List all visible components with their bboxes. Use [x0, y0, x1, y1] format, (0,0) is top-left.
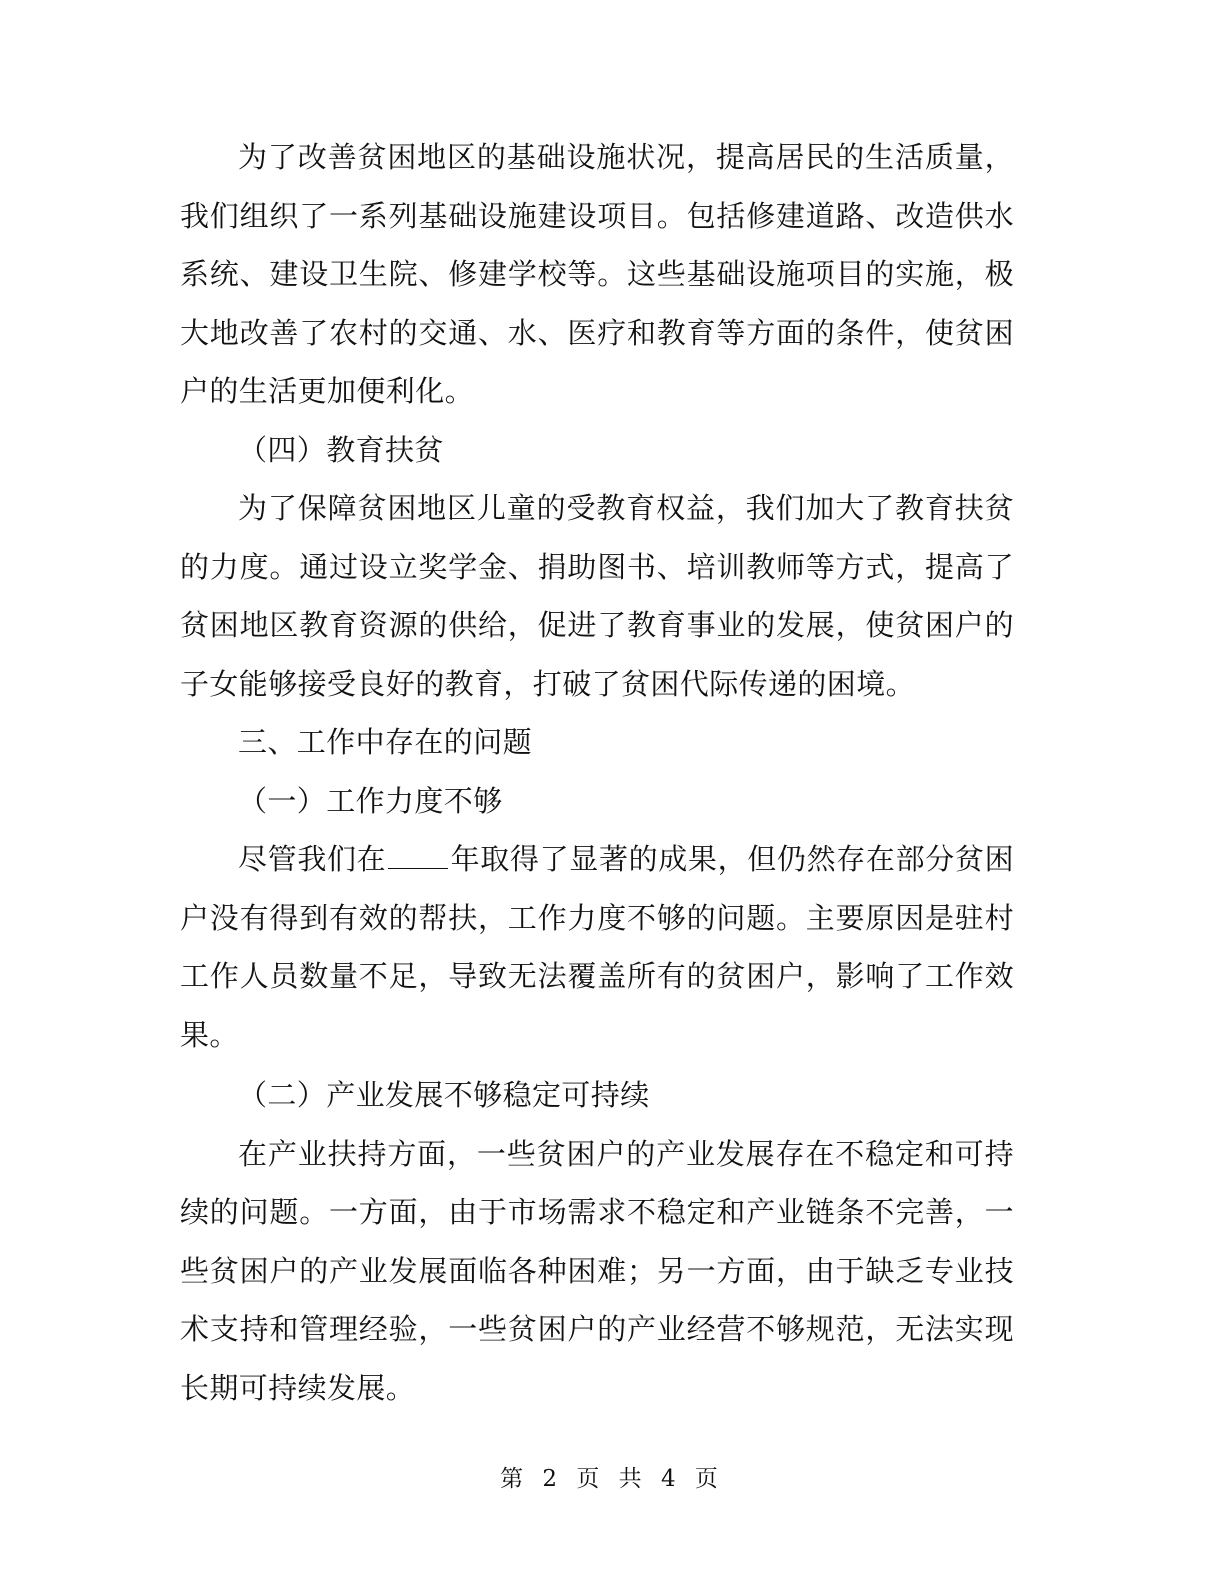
- page-number-footer: 第 2 页 共 4 页: [500, 1466, 724, 1492]
- paragraph-education: 为了保障贫困地区儿童的受教育权益，我们加大了教育扶贫的力度。通过设立奖学金、捐助图书、培训教师等方式，提高了贫困地区教育资源的供给，促进了教育事业的发展，使贫困户的子女能够接受良好的教育，打破了贫困代际传递的困境。: [180, 491, 1014, 701]
- document-body: [180, 128, 1014, 1417]
- heading-education-poverty: （四）教育扶贫: [238, 432, 444, 467]
- paragraph-infrastructure: 为了改善贫困地区的基础设施状况，提高居民的生活质量，我们组织了一系列基础设施建设项目。包括修建道路、改造供水系统、建设卫生院、修建学校等。这些基础设施项目的实施，极大地改善了农村的交通、水、医疗和教育等方面的条件，使贫困户的生活更加便利化。: [180, 140, 1014, 408]
- year-blank: [388, 842, 448, 869]
- heading-industry-stability: （二）产业发展不够稳定可持续: [238, 1078, 650, 1112]
- paragraph-insufficient-effort: [180, 830, 1014, 1064]
- heading-problems: 三、工作中存在的问题: [238, 725, 533, 759]
- paragraph-industry: 在产业扶持方面，一些贫困户的产业发展存在不稳定和可持续的问题。一方面，由于市场需求不稳定和产业链条不完善，一些贫困户的产业发展面临各种困难；另一方面，由于缺乏专业技术支持和管理经验，一些贫困户的产业经营不够规范，无法实现长期可持续发展。: [180, 1136, 1014, 1405]
- heading-insufficient-effort: （一）工作力度不够: [238, 783, 503, 818]
- paragraph-effort-lead: 尽管我们在: [238, 842, 387, 876]
- paragraph-effort-rest: 年取得了显著的成果，但仍然存在部分贫困户没有得到有效的帮扶，工作力度不够的问题。主要原因是驻村工作人员数量不足，导致无法覆盖所有的贫困户，影响了工作效果。: [180, 842, 1014, 1052]
